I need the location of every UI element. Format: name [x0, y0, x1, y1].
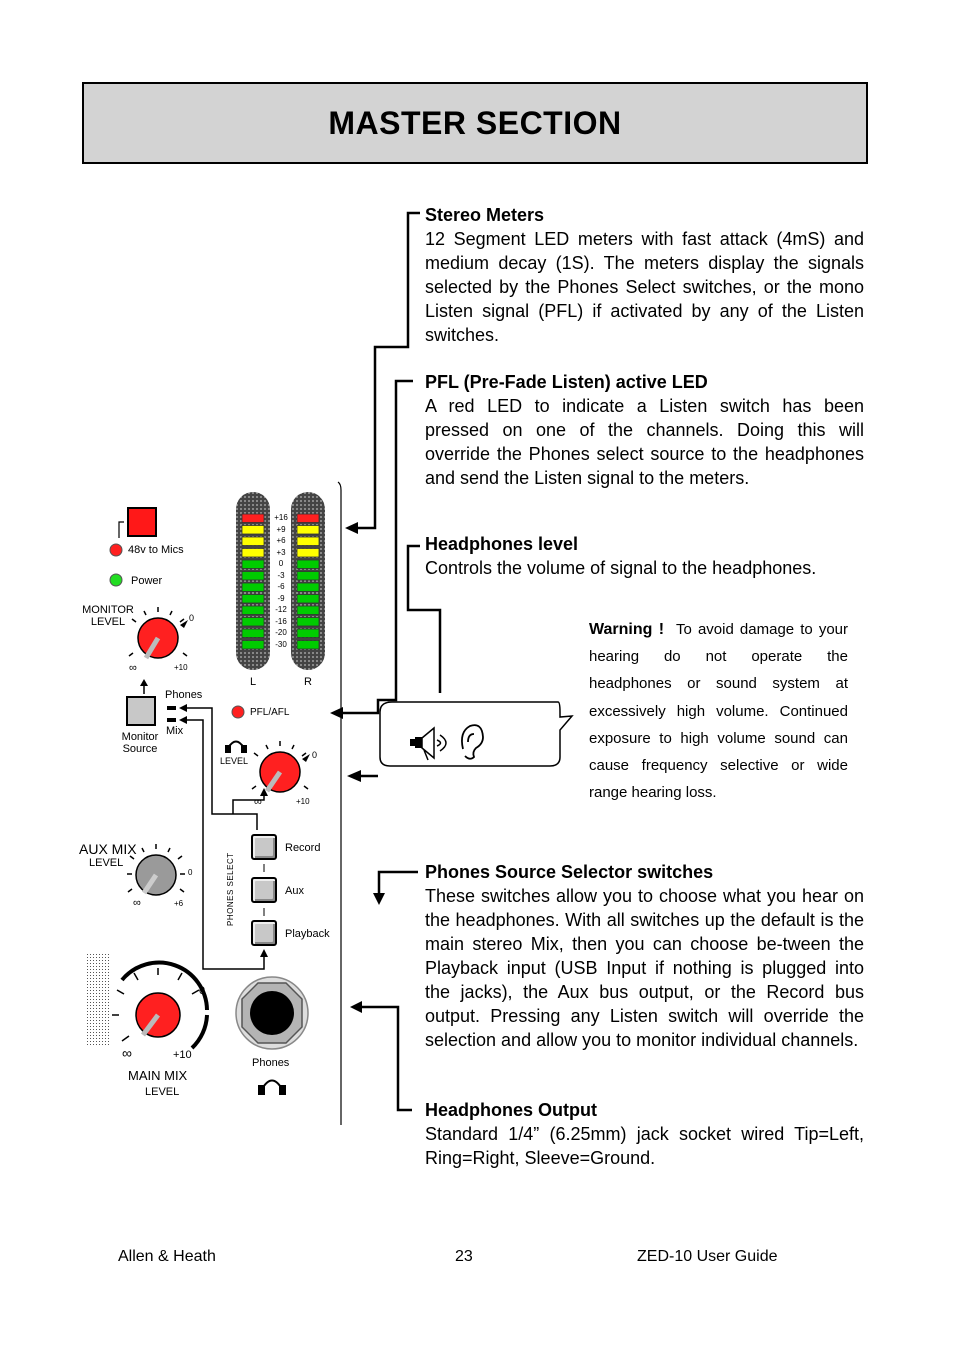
aux-mix-title: AUX MIX	[79, 841, 137, 857]
aux-knob-plus6: +6	[174, 899, 184, 908]
meter-scale	[270, 512, 292, 650]
page-title: MASTER SECTION	[328, 104, 622, 141]
phones-knob-zero: 0	[312, 750, 318, 760]
meter-led	[242, 514, 264, 523]
mix-option-label: Mix	[166, 725, 184, 737]
level-label: LEVEL	[90, 616, 126, 629]
footer-right: ZED-10 User Guide	[637, 1248, 778, 1265]
warning-label: Warning !	[589, 621, 665, 638]
meter-scale-tick: -6	[277, 582, 285, 591]
meter-led	[297, 537, 319, 546]
meter-scale-tick: -12	[275, 605, 287, 614]
meter-scale-tick: -20	[275, 628, 287, 637]
meter-led	[297, 572, 319, 581]
meter-right-label: R	[304, 676, 312, 688]
section-body: These switches allow you to choose what you hear on the headphones. With all switches up the default is the main stereo Mix, then you can choose be-tween the Playback input (USB Input if nothing is plugged into the jacks), the Aux bus output, or the Record bus output. Pressing any Listen switch will override the selection and allow you to monitor individual channels.	[425, 886, 864, 1050]
pfl-afl-label: PFL/AFL	[250, 707, 290, 718]
meter-led	[242, 583, 264, 592]
phones-level-label: LEVEL	[220, 756, 249, 766]
meter-led	[242, 537, 264, 546]
meter-led	[242, 629, 264, 638]
page-number: 23	[455, 1248, 473, 1265]
section-heading: Stereo Meters	[425, 205, 545, 225]
main-knob-plus10: +10	[173, 1049, 192, 1061]
meter-led	[242, 641, 264, 650]
source-word: Source	[122, 743, 158, 756]
monitor-word: Monitor	[121, 731, 159, 743]
meter-left-label: L	[250, 676, 257, 688]
meter-led	[242, 549, 264, 558]
knob-inf-label: ∞	[129, 662, 137, 674]
footer-left: Allen & Heath	[118, 1248, 216, 1265]
monitor-level-label	[78, 604, 138, 628]
meter-scale-tick: +9	[276, 524, 286, 534]
playback-switch[interactable]	[251, 920, 277, 946]
meter-led	[242, 595, 264, 604]
section-body: 12 Segment LED meters with fast attack (4mS) and medium decay (1S). The meters display the signals selected by the Phones Select switches, or the mono Listen signal (PFL) if activated by any of the Listen switches.	[425, 229, 864, 345]
meter-led	[242, 526, 264, 535]
section-body: A red LED to indicate a Listen switch has been pressed on one of the channels. Doing this will override the Phones select source to the headphones and send the Listen signal to the meters.	[425, 396, 864, 488]
record-switch[interactable]	[251, 834, 277, 860]
aux-label: Aux	[285, 885, 304, 897]
knob-zero-label: 0	[189, 613, 195, 623]
meter-led	[297, 526, 319, 535]
phantom-power-switch	[128, 508, 156, 536]
meter-led	[297, 514, 319, 523]
main-mix-title: MAIN MIX	[128, 1068, 188, 1083]
main-knob-zero: 0	[199, 985, 206, 997]
meter-scale-tick: -3	[277, 570, 285, 580]
meter-led	[297, 618, 319, 627]
power-led	[110, 574, 122, 586]
meter-led	[242, 572, 264, 581]
meter-led	[297, 595, 319, 604]
phantom-led	[110, 544, 122, 556]
meter-scale-tick: +6	[276, 536, 286, 545]
section-body: Standard 1/4” (6.25mm) jack socket wired Tip=Left, Ring=Right, Sleeve=Ground.	[425, 1124, 864, 1168]
mic48v-label: 48v to Mics	[128, 544, 184, 556]
phones-knob-inf: ∞	[254, 796, 262, 808]
monitor-label: MONITOR	[82, 604, 134, 616]
phones-knob-plus10: +10	[296, 797, 310, 806]
warning-text: To avoid damage to your hearing do not operate the headphones or sound system at excessively high volume. Continued exposure to high volume sound can cause frequency selective or wide range hearing loss.	[589, 621, 848, 802]
meter-led	[297, 549, 319, 558]
aux-level-label: LEVEL	[89, 857, 124, 869]
meter-scale-tick: -16	[275, 616, 287, 626]
playback-label: Playback	[285, 928, 330, 940]
main-level-label: LEVEL	[145, 1086, 180, 1098]
section-heading: Phones Source Selector switches	[425, 862, 714, 882]
aux-knob-inf: ∞	[133, 897, 141, 909]
meter-led	[297, 629, 319, 638]
section-body: Controls the volume of signal to the headphones.	[425, 558, 817, 578]
meter-led	[297, 641, 319, 650]
aux-knob-zero: 0	[188, 868, 193, 877]
power-label: Power	[131, 575, 163, 587]
meter-led	[242, 618, 264, 627]
monitor-source-switch	[127, 697, 155, 725]
section-heading: Headphones Output	[425, 1100, 597, 1120]
main-mix-knob	[85, 952, 207, 1048]
knob-plus10-label: +10	[174, 663, 188, 672]
record-label: Record	[285, 842, 321, 854]
phones-socket	[236, 977, 308, 1049]
main-knob-inf: ∞	[122, 1045, 132, 1061]
leader-lines	[340, 213, 440, 1110]
aux-switch[interactable]	[251, 877, 277, 903]
meter-scale-tick: 0	[278, 559, 284, 568]
meter-led	[242, 606, 264, 615]
meter-led	[242, 560, 264, 569]
warning-bubble	[380, 702, 572, 766]
phones-socket-label: Phones	[252, 1057, 290, 1069]
monitor-source-label	[114, 731, 166, 755]
meter-led	[297, 583, 319, 592]
meter-scale-tick: -30	[275, 639, 287, 649]
phones-select-label: PHONES SELECT	[226, 852, 235, 926]
meter-scale-tick: +16	[274, 513, 288, 522]
section-heading: PFL (Pre-Fade Listen) active LED	[425, 372, 708, 392]
meter-scale-tick: +3	[276, 547, 286, 557]
pfl-led	[232, 706, 244, 718]
meter-scale-tick: -9	[277, 593, 285, 603]
meter-led	[297, 606, 319, 615]
phones-option-label: Phones	[165, 689, 203, 701]
section-heading: Headphones level	[425, 534, 579, 554]
phones-level-knob	[252, 741, 310, 792]
meter-led	[297, 560, 319, 569]
